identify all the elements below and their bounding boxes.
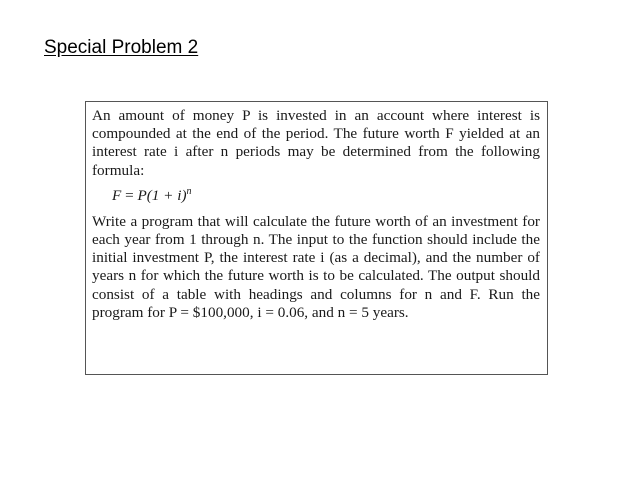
formula-equals: = — [121, 186, 138, 204]
problem-intro-paragraph: An amount of money P is invested in an account where interest is compounded at the end of the period. The future worth F yielded at an interest rate i after n periods may be determined from the following formula: — [92, 107, 540, 179]
future-worth-formula — [112, 186, 540, 206]
problem-statement-box — [85, 101, 548, 375]
formula-lhs: F — [112, 186, 122, 204]
slide-title: Special Problem 2 — [44, 37, 199, 58]
problem-task-paragraph: Write a program that will calculate the future worth of an investment for each year from 1 through n. The input to the function should include the initial investment P, the interest rate i (as a decimal), and the number of years n for which the future worth is to be calculated. The output should consist of a table with headings and columns for n and F. Run the program for P = $100,000, i = 0.06, and n = 5 years. — [92, 212, 540, 321]
formula-exponent: n — [186, 185, 192, 197]
formula-rhs: P(1 + i) — [137, 186, 187, 204]
